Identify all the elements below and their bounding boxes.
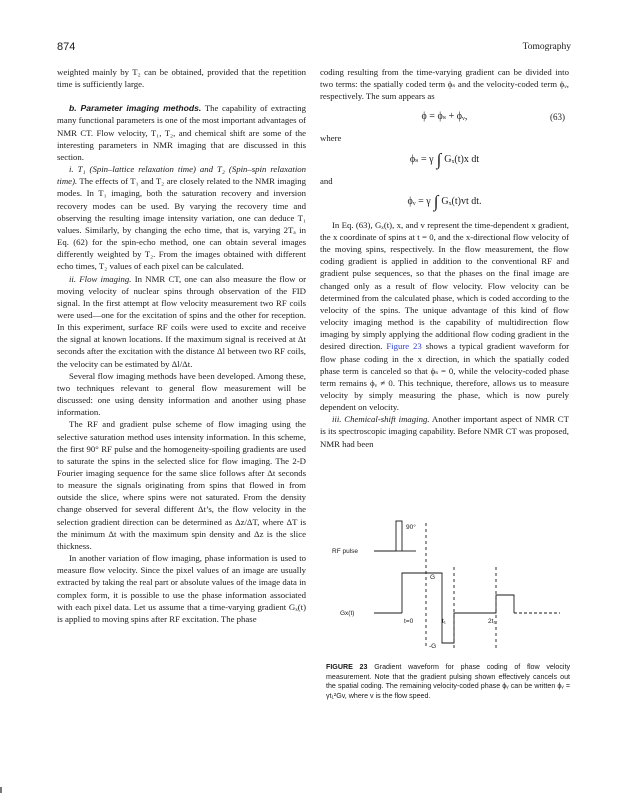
section-parameter-imaging bbox=[57, 102, 306, 163]
label-G-bottom: -G bbox=[429, 643, 437, 650]
equation-rhs: Gₓ(t)x dt bbox=[444, 153, 480, 165]
paragraph-body: Another important aspect of NMR CT is its spectroscopic imaging capability. Before NMR CT was proposed, NMR had been bbox=[320, 414, 569, 449]
label-t2: 2t₁ bbox=[488, 618, 496, 625]
paragraph: weighted mainly by T₂ can be obtained, provided that the repetition time is sufficiently large. bbox=[57, 67, 306, 90]
paragraph: In another variation of flow imaging, phase information is used to measure flow velocity. Since the pixel values of an image are usually extracted by taking the real part or absolute values of the image data in complex form, it is possible to use the phase information associated with each pixel data. Let us assume that a time-varying gradient Gₓ(t) is applied to moving spins after RF excitation. The phase bbox=[57, 553, 306, 624]
page-number: 874 bbox=[57, 41, 76, 53]
subsection-chemical-shift bbox=[320, 413, 569, 449]
paragraph-body: In NMR CT, one can also measure the flow or moving velocity of nuclear spins through observation of the FID signal. In the first attempt at flow velocity measurement two RF coils were used—one for the excitation of spins and the other for reception. In this experiment, surface RF coils were used to excite and receive the signal at known locations. If the maximum signal is received at Δt seconds after the excitation with the distance Δl between two RF coils, the velocity can be estimated by Δl/Δt. bbox=[57, 273, 307, 369]
running-head: Tomography bbox=[522, 42, 571, 52]
paragraph bbox=[320, 219, 569, 414]
subsection-heading: i. T₁ (Spin–lattice relaxation time) and T₂ (Spin–spin relaxation time). bbox=[57, 164, 306, 187]
paragraph-body: In Eq. (63), Gₓ(t), x, and v represent the time-dependent x gradient, the x coordinate of spins at t = 0, and the x-directional flow velocity of the moving spins, respectively. In the flow measurement, the flow coding gradient is applied in addition to the conventional RF and gradient pulse sequences, so that the phases on the final image are changed only as a result of flow velocity. Flow velocity can be determined from the calculated phase, which is coded according to the velocity of the spins. The unique advantage of this kind of flow velocity imaging method is the capability of multidirection flow imaging by simply applying the additional flow coding gradient in the desired direction. bbox=[320, 219, 569, 352]
paragraph-body: The effects of T₁ and T₂ are closely related to the NMR imaging modes. In T₁ imaging, both the saturation recovery and inversion recovery modes can be used. By varying the recovery time and observing the resulting image intensity variation, one can deduce T₁ values. Similarly, by changing the echo time, that is, varying 2Tₐ in Eq. (62) for the spin-echo method, one can obtain several images differently weighted by T₂. From the images obtained with different echo times, T₂ values of each pixel can be calculated. bbox=[57, 176, 306, 272]
word-where: where bbox=[320, 133, 342, 144]
subsection-flow-imaging bbox=[57, 273, 306, 370]
label-G-top: G bbox=[430, 574, 436, 581]
caption-text: Gradient waveform for phase coding of flow velocity measurement. Note that the gradient pulsing shown effectively cancels out the spatial coding. The remaining velocity-coded phase ϕᵥ can be written ϕᵥ = γt₁²Gv, where v is the flow speed. bbox=[326, 663, 570, 700]
right-column bbox=[320, 66, 569, 450]
left-column bbox=[57, 66, 306, 625]
equation-lhs: ϕᵥ = γ bbox=[407, 195, 431, 207]
paragraph: The RF and gradient pulse scheme of flow imaging using the selective saturation method uses intensity information. In this scheme, the first 90° RF pulse and the homogeneity-spoiling gradients are used to saturate the spins in the selected slice for flow imaging. The 2-D Fourier imaging sequence for the same slice follows after Δt seconds to measure the signals originating from spins that flowed in from outside the slice, where spins were not saturated. From the density change observed for several different Δt’s, the flow velocity in the selection gradient direction can be determined as Δz/ΔT, where ΔT is the minimum Δt with the maximum spin density and Δz is the slice thickness. bbox=[57, 419, 306, 551]
label-t1: t₁ bbox=[442, 618, 446, 625]
paragraph-body: The capability of extracting many functional parameters is one of the most important advantages of NMR CT. Flow velocity, T₁, T₂, and chemical shift are some of the interesting parameters in NMR imaging that are discussed in this section. bbox=[57, 103, 307, 162]
equation-body: ϕ = ϕₛ + ϕᵥ, bbox=[421, 111, 468, 123]
scan-margin-mark bbox=[0, 787, 2, 793]
label-t0: t=0 bbox=[404, 618, 414, 625]
equation-phi-s bbox=[320, 147, 569, 173]
subsection-heading: ii. Flow imaging. bbox=[69, 273, 132, 284]
paragraph: Several flow imaging methods have been developed. Among these, two techniques relevant to general flow measurement will be discussed: one using density information and another using phase information. bbox=[57, 370, 306, 418]
subsection-heading: iii. Chemical-shift imaging. bbox=[332, 414, 430, 425]
equation-lhs: ϕₛ = γ bbox=[409, 153, 434, 165]
section-heading: b. Parameter imaging methods. bbox=[69, 103, 202, 114]
figure-23-gradient-waveform bbox=[330, 515, 570, 655]
integral-sign: ∫ bbox=[433, 192, 439, 212]
figure-23-caption bbox=[326, 663, 570, 701]
label-pulse: 90° bbox=[406, 524, 416, 531]
rf-pulse-rect bbox=[396, 521, 402, 551]
equation-63 bbox=[320, 104, 569, 130]
paragraph: coding resulting from the time-varying gradient can be divided into two terms: the spatially coded term ϕₛ and the velocity-coded term ϕᵥ, respectively. The sum appears as bbox=[320, 67, 569, 102]
label-rf: RF pulse bbox=[332, 548, 359, 555]
subsection-relaxation bbox=[57, 163, 306, 272]
integral-sign: ∫ bbox=[436, 150, 442, 170]
label-gx: Gx(t) bbox=[340, 610, 355, 617]
equation-phi-v bbox=[320, 189, 569, 215]
word-and: and bbox=[320, 175, 333, 186]
figure-23-link[interactable]: Figure 23 bbox=[386, 341, 422, 352]
caption-label: FIGURE 23 bbox=[326, 663, 368, 671]
paragraph-body: shows a typical gradient waveform for flow phase coding in the x direction, in which the spatially coded phase term is canceled so that ϕₛ = 0, while the velocity-coded phase term remains ϕᵥ ≠ 0. This technique, therefore, allows us to measure velocity by simply measuring the phase, which is now purely dependent on velocity. bbox=[320, 341, 569, 413]
equation-number: (63) bbox=[550, 112, 565, 123]
equation-rhs: Gₓ(t)vt dt. bbox=[441, 195, 482, 207]
gx-waveform bbox=[402, 573, 514, 643]
